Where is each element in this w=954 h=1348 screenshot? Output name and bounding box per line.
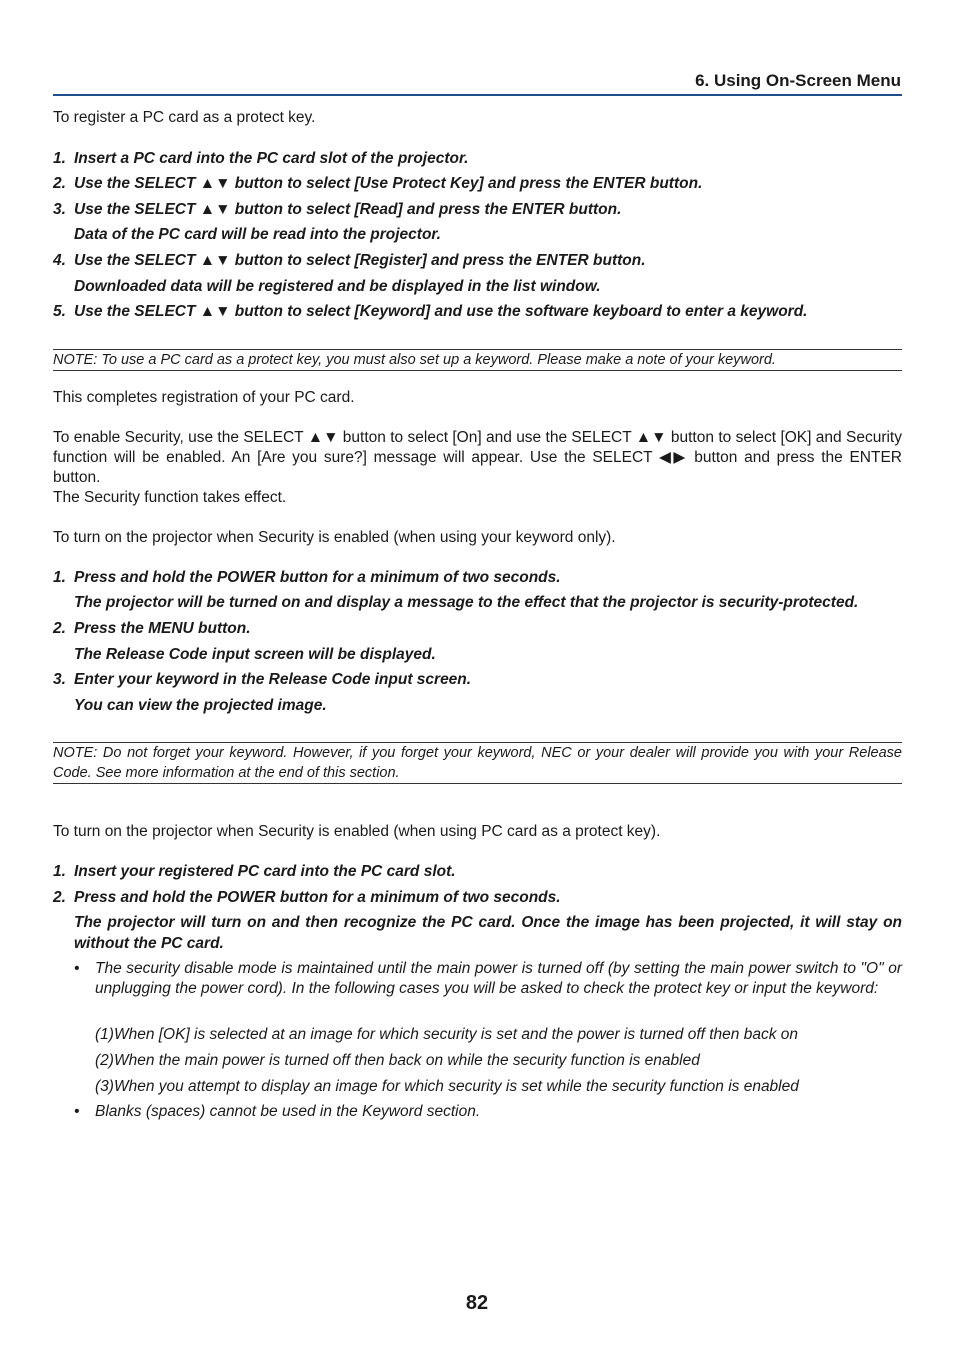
section1-complete: This completes registration of your PC card. — [53, 389, 355, 406]
step-text: Use the SELECT ▲▼ button to select [Use Protect Key] and press the ENTER button. — [74, 175, 703, 192]
section1-step-3-result: Data of the PC card will be read into the projector. — [74, 226, 441, 243]
section1-step-4-result: Downloaded data will be registered and be displayed in the list window. — [74, 278, 601, 295]
section2-note: NOTE: Do not forget your keyword. However, if you forget your keyword, NEC or your dealer will provide you with your Release Code. See more information at the end of this section. — [53, 742, 902, 784]
step-number: 4. — [53, 252, 66, 269]
section3-step-2-result: The projector will turn on and then recognize the PC card. Once the image has been projected, it will stay on without the PC card. — [74, 914, 902, 952]
step-number: 2. — [53, 175, 66, 192]
step-number: 3. — [53, 671, 66, 688]
step-number: 3. — [53, 201, 66, 218]
section3-bullet-1 — [74, 959, 902, 1019]
step-text: Insert a PC card into the PC card slot of the projector. — [74, 150, 469, 167]
section1-takes-effect: The Security function takes effect. — [53, 489, 287, 506]
page-number: 82 — [465, 1292, 489, 1314]
section2-step-1-result: The projector will be turned on and display a message to the effect that the projector is security-protected. — [74, 594, 859, 611]
section1-intro: To register a PC card as a protect key. — [53, 109, 316, 126]
step-text: Press and hold the POWER button for a minimum of two seconds. — [74, 569, 561, 586]
bullet-dot: • — [74, 960, 80, 977]
step-text: Press and hold the POWER button for a minimum of two seconds. — [74, 889, 561, 906]
step-number: 2. — [53, 620, 66, 637]
step-text: Enter your keyword in the Release Code input screen. — [74, 671, 472, 688]
step-number: 5. — [53, 303, 66, 320]
step-number: 1. — [53, 150, 66, 167]
section2-step-3-result: You can view the projected image. — [74, 697, 327, 714]
section3-case-1: (1)When [OK] is selected at an image for which security is set and the power is turned off then back on — [95, 1026, 799, 1043]
page-header — [53, 70, 902, 96]
chapter-title: 6. Using On-Screen Menu — [695, 71, 901, 90]
section2-step-2-result: The Release Code input screen will be displayed. — [74, 646, 436, 663]
step-text: Use the SELECT ▲▼ button to select [Keyword] and use the software keyboard to enter a keyword. — [74, 303, 808, 320]
section2-intro: To turn on the projector when Security is enabled (when using your keyword only). — [53, 529, 616, 546]
step-number: 1. — [53, 863, 66, 880]
section1-enable: To enable Security, use the SELECT ▲▼ button to select [On] and use the SELECT ▲▼ button to select [OK] and Security function will be enabled. An [Are you sure?] message will appear. Use the SELECT ◀▶ button and press the ENTER button. — [53, 429, 902, 486]
step-text: Use the SELECT ▲▼ button to select [Read] and press the ENTER button. — [74, 201, 622, 218]
bullet-dot: • — [74, 1103, 80, 1120]
section3-case-2: (2)When the main power is turned off then back on while the security function is enabled — [95, 1052, 700, 1069]
section3-intro: To turn on the projector when Security is enabled (when using PC card as a protect key). — [53, 823, 661, 840]
bullet-text: The security disable mode is maintained until the main power is turned off (by setting the main power switch to "O" or unplugging the power cord). In the following cases you will be asked to check the protect key or input the keyword: — [95, 960, 902, 997]
step-text: Press the MENU button. — [74, 620, 251, 637]
section3-case-3: (3)When you attempt to display an image for which security is set while the security function is enabled — [95, 1078, 799, 1095]
step-number: 2. — [53, 889, 66, 906]
bullet-text: Blanks (spaces) cannot be used in the Keyword section. — [95, 1103, 481, 1120]
step-text: Insert your registered PC card into the PC card slot. — [74, 863, 456, 880]
step-text: Use the SELECT ▲▼ button to select [Register] and press the ENTER button. — [74, 252, 646, 269]
step-number: 1. — [53, 569, 66, 586]
section1-note: NOTE: To use a PC card as a protect key, you must also set up a keyword. Please make a note of your keyword. — [53, 349, 902, 371]
